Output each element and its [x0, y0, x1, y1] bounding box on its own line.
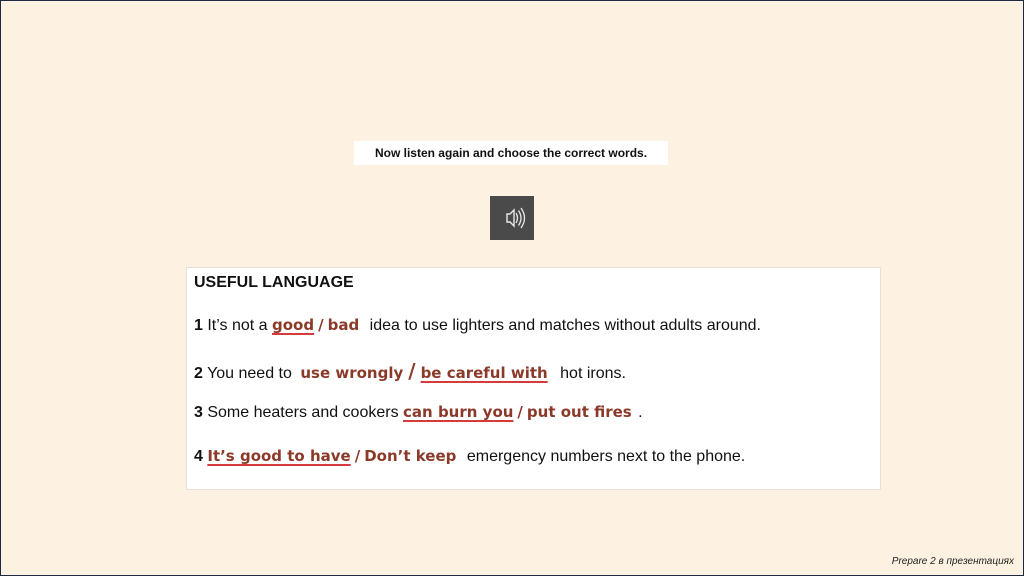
sentence-text-before: You need to [207, 365, 292, 382]
sentence-text-before: Some heaters and cookers [207, 404, 399, 421]
instruction-text: Now listen again and choose the correct words. [354, 141, 668, 165]
item-number: 4 [194, 448, 203, 465]
option-a[interactable]: good [272, 316, 315, 334]
option-b[interactable]: put out fires [526, 403, 632, 421]
option-a[interactable]: It’s good to have [207, 447, 351, 465]
item-number: 3 [194, 404, 203, 421]
item-number: 1 [194, 317, 203, 334]
sentence-1 [194, 316, 761, 335]
option-separator: / [354, 447, 361, 465]
option-b[interactable]: be careful with [420, 364, 548, 382]
sentence-3 [194, 403, 643, 422]
footer-credit: Prepare 2 в презентациях [891, 556, 1014, 567]
sentence-2 [194, 359, 626, 383]
item-number: 2 [194, 365, 203, 382]
audio-play-button[interactable] [490, 196, 534, 240]
speaker-icon [496, 202, 528, 234]
sentence-text-after: emergency numbers next to the phone. [466, 448, 746, 465]
option-a[interactable]: use wrongly [300, 364, 404, 382]
option-separator: / [408, 359, 416, 383]
useful-language-heading: USEFUL LANGUAGE [194, 274, 354, 291]
sentence-text-after: idea to use lighters and matches without adults around. [369, 317, 761, 334]
option-a[interactable]: can burn you [403, 403, 514, 421]
option-b[interactable]: bad [327, 316, 360, 334]
option-separator: / [318, 316, 324, 334]
sentence-text-after: hot irons. [560, 365, 626, 382]
option-separator: / [517, 403, 523, 421]
sentence-text-after: . [638, 404, 643, 421]
sentence-4 [194, 447, 745, 466]
option-b[interactable]: Don’t keep [364, 447, 457, 465]
sentence-text-before: It’s not a [207, 317, 268, 334]
